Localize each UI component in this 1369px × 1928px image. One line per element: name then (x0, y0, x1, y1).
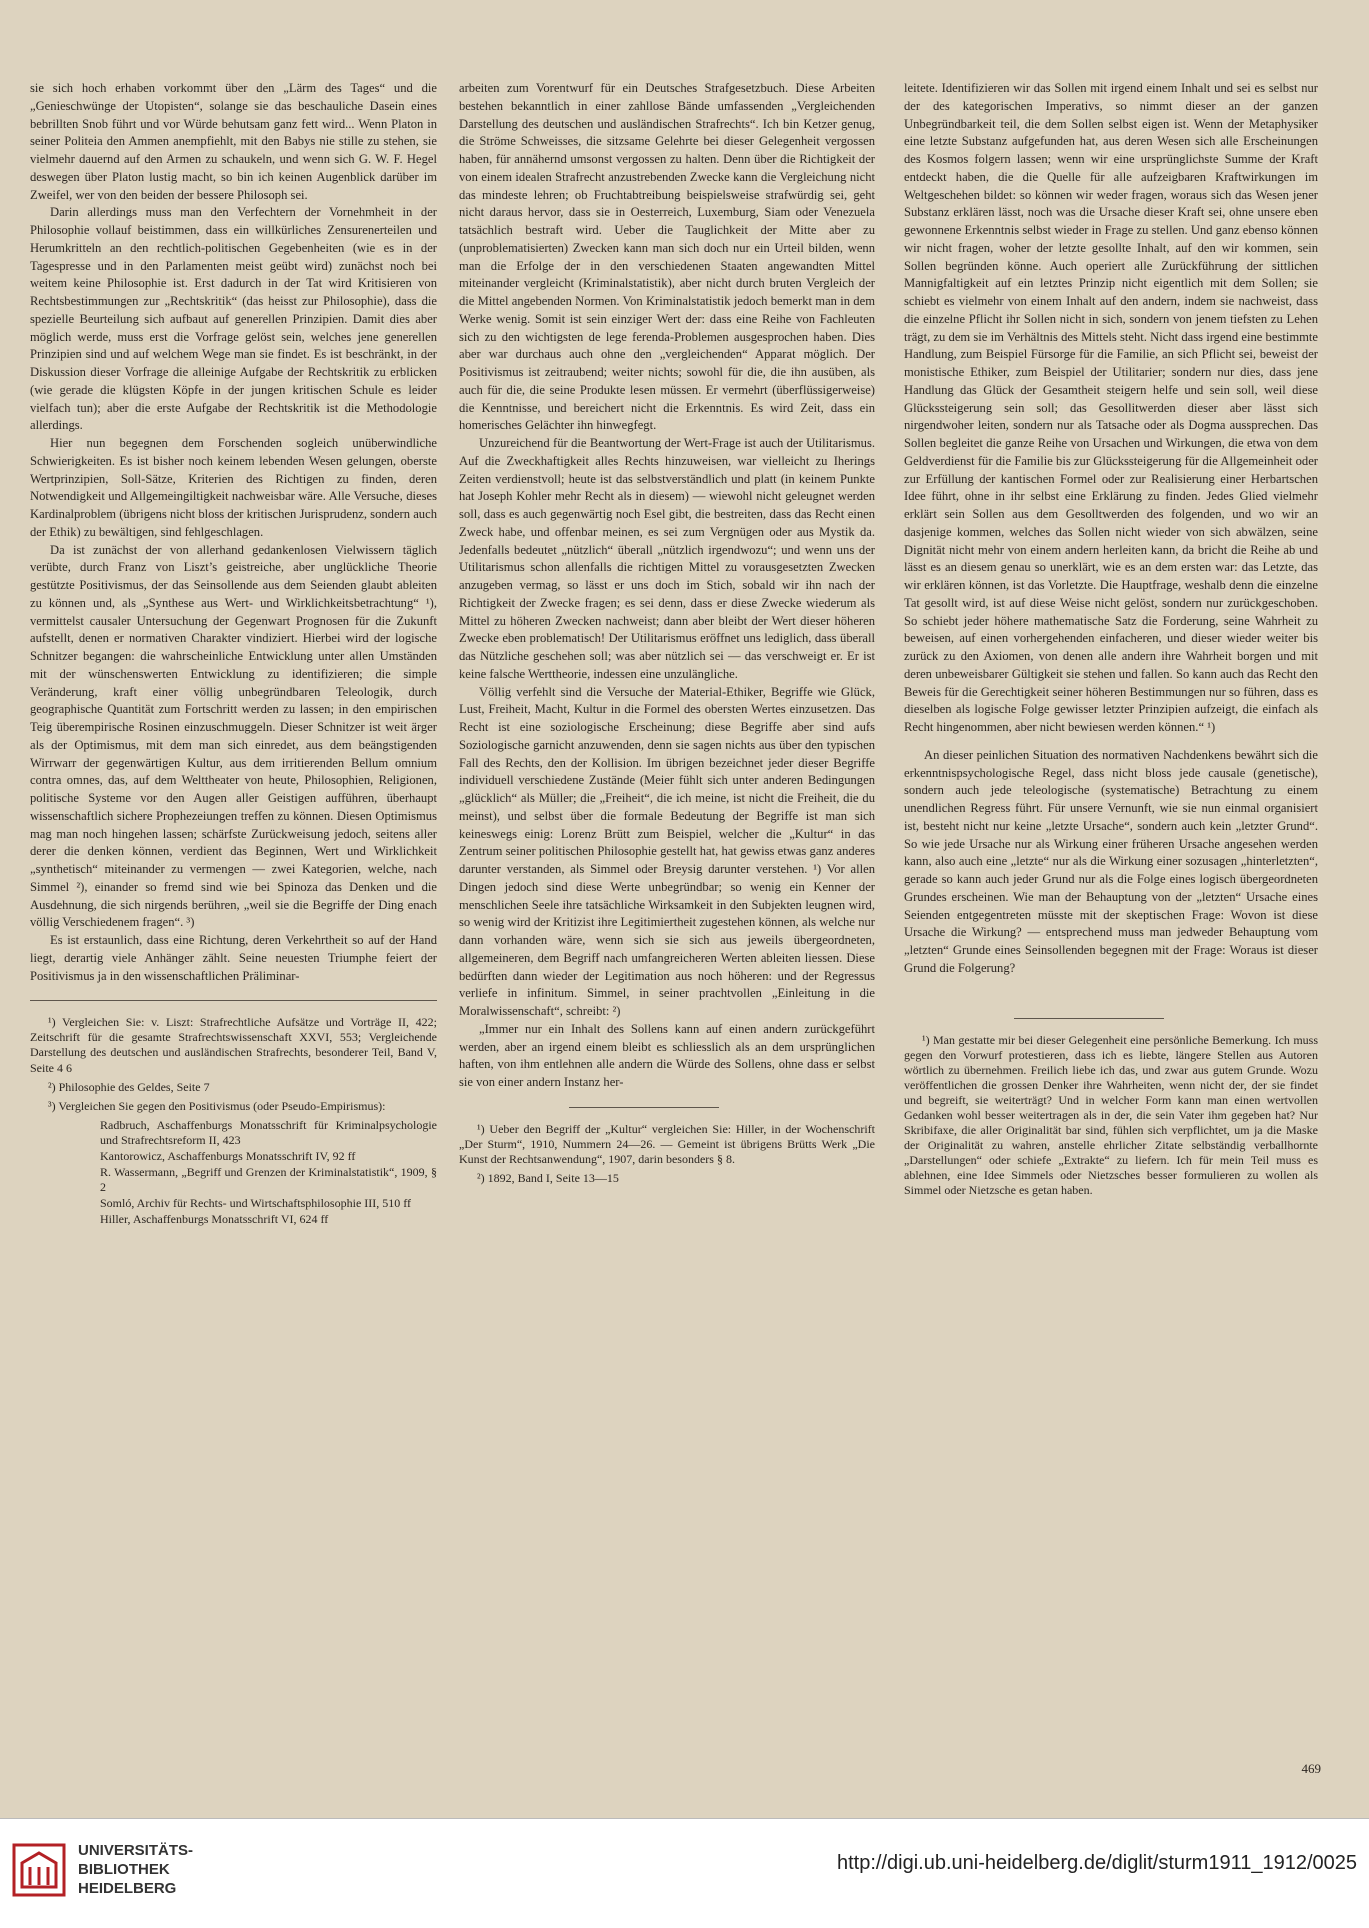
library-name-line: UNIVERSITÄTS- (78, 1842, 194, 1859)
footnote-reference: Radbruch, Aschaffenburgs Monatsschrift für Kriminalpsychologie und Strafrechtsreform II, 423 (100, 1117, 437, 1147)
paragraph: Da ist zunächst der von allerhand gedankenlosen Vielwissern täglich verübte, durch Franz von Liszt’s geistreiche, aber unglückliche Theorie gestützte Positivismus, der das Seinsollende aus dem Seienden glaubt ableiten zu können und, als „Synthese aus Wert- und Wirklichkeitsbetrachtung“ ¹), vermittelst causaler Untersuchung der Gegenwart Prognosen für die Zukunft aufstellt, denen er normativen Charakter vindiziert. Hierbei wird der logische Schnitzer begangen: die wahrscheinliche Entwicklung unter allen Umständen mit der wünschenswerten Entwicklung zu identifizieren; die simple Veränderung, kraft einer völlig unbegründbaren Teleologik, durch geographische Quantität zum Fortschritt werden zu lassen; in den empirischen Teig überempirische Rosinen einzuschmuggeln. Dieser Schnitzer ist weit ärger als der Optimismus, mit dem man sich einredet, aus dem beängstigenden Wirrwarr der gegenwärtigen Kultur, aus dem irritierenden Bellum omnium contra omnes, das, auf dem Welttheater von heute, Philosophien, Religionen, politische Systeme vor den Augen aller Geistigen aufführen, überhaupt wissenschaftlich sichere Prophezeiungen treffen zu können. Diesen Optimismus mag man noch hingehen lassen; schärfste Zurückweisung jedoch, seitens aller derer die denken können, verdient das Beginnen, Wert und Wirklichkeit „synthetisch“ miteinander zu vermengen — zwei Kategorien, welche, nach Simmel ²), einander so fremd sind wie bei Spinoza das Denken und die Ausdehnung, die sich nirgends berühren, „weil sie die Begriffe der Ding enach völlig Verschiedenem fragen“. ³) (30, 542, 437, 930)
footnote-reference: R. Wassermann, „Begriff und Grenzen der Kriminalstatistik“, 1909, § 2 (100, 1165, 437, 1195)
paragraph: Darin allerdings muss man den Verfechtern der Vornehmheit in der Philosophie vollauf beistimmen, dass ein willkürliches Zensurenerteilen und Herumkritteln an den rechtlich-politischen Gegebenheiten (wie es in der Tagespresse und in den Parlamenten meist geübt wird) zunächst noch bei weitem keine Philosophie ist. Erst dadurch in der Tat wird Kritisieren von Rechtsbestimmungen zur „Rechtskritik“ (das heisst zur Philosophie), dass die spezielle Beurteilung sich aufbaut auf generellen Prinzipien. Damit dies aber möglich werde, muss erst die Vorfrage gelöst sein, welches jene generellen Prinzipien sind und auf welchem Wege man sie findet. Es ist beschränkt, in der Diskussion dieser Vorfrage die alleinige Aufgabe der Rechtskritik zu erblicken (wie gerade die klügsten Köpfe in der jungen kritischen Schule es leider vielfach tun); aber die erste Aufgabe der Rechtskritik ist die Methodologie allerdings. (30, 205, 437, 433)
footnote-divider (1014, 1018, 1164, 1019)
paragraph: arbeiten zum Vorentwurf für ein Deutsches Strafgesetzbuch. Diese Arbeiten bestehen bekanntlich in einer zahllose Bände umfassenden „Vergleichenden Darstellung des deutschen und ausländischen Strafrechts“. Ich bin Ketzer genug, die Ströme Schweisses, die sitzsame Gelehrte bei dieser Gelegenheit vergossen haben, für annähernd umsonst vergossen zu halten. Denn über die Richtigkeit der von einem idealen Strafrecht anzustrebenden Zwecke kann die Vergleichung nicht das mindeste lehren; ob Fruchtabtreibung beispielsweise strafwürdig sei, geht nicht daraus hervor, dass sie in Oesterreich, Luxemburg, Siam oder Venezuela tatsächlich bestraft wird. Ueber die Tauglichkeit der Mitte aber zu (unproblematisierten) Zwecken kann man sich doch nur ein Urteil bilden, wenn man die Erfolge der in den verschiedenen Staaten angewandten Mittel miteinander vergleicht (Kriminalstatistik), aber nicht durch bruten Vergleich der die Mittel angebenden Normen. Von Kriminalstatistik jedoch bemerkt man in dem Werke wenig. Somit ist sein einziger Wert der: dass eine Reihe von Fachleuten sich zu den wichtigsten de lege ferenda-Problemen ausgesprochen haben. Dies aber war durchaus auch ohne den „vergleichenden“ Apparat möglich. Der Positivismus ist zeitraubend; weiter nichts; sowohl für die, die ihn ausüben, als auch für die, die seine Produkte lesen müssen. Er vermehrt (überflüssigerweise) die Kenntnisse, und bereichert nicht die Erkenntnis. Es wird Zeit, dass ein homerisches Gelächter ihn hinwegfegt. (459, 81, 875, 433)
paragraph: Unzureichend für die Beantwortung der Wert-Frage ist auch der Utilitarismus. Auf die Zweckhaftigkeit alles Rechts hinzuweisen, war vielleicht zu Iherings Zeiten verdienstvoll; heute ist das selbstverständlich und platt (in keinem Punkte hat Joseph Kohler mehr Recht als in diesem) — wiewohl nicht geleugnet werden soll, dass es auch gegenwärtig noch Esel gibt, die bestreiten, dass das Recht einen Zweck habe, und offenbar meinen, es sei zum Vergnügen oder aus Mystik da. Jedenfalls bedeutet „nützlich“ überall „nützlich irgendwozu“; und wenn uns der Utilitarismus schon allenfalls die richtigen Mittel zu vorausgesetzten Zwecken anzugeben vermag, so lässt er uns doch im Stich, sobald wir ihn nach der Richtigkeit der Zwecke fragen; es sei denn, dass er diese Zwecke wiederum als Mittel zu höheren Zwecken nachweist; dann aber bleibt der Wert dieser höheren Zwecke eben problematisch! Der Utilitarismus eröffnet uns lediglich, dass überall das Nützliche geschehen soll; was aber nützlich sei — das verschweigt er. Er ist keine falsche Werttheorie, indessen eine unzulängliche. (459, 436, 875, 681)
footnotes-middle (459, 1122, 875, 1186)
footnote: ¹) Man gestatte mir bei dieser Gelegenheit eine persönliche Bemerkung. Ich muss gegen den Vorwurf protestieren, dass ich es liebte, längere Stellen aus Autoren wörtlich zu übernehmen. Freilich liebe ich das, und zwar aus gutem Grunde. Wozu veröffentlichen die grossen Denker ihre Wahrheiten, wenn nicht der, der sie findet und begreift, sie weiterträgt? Und in welcher Form kann man einen wertvollen Gedanken wohl besser weitertragen als in der, die sein Vater ihm gegeben hat? Nur Skribifaxe, die aller Originalität bar sind, fühlen sich verpflichtet, um ja die Maske der Originalität zu wahren, anstelle ehrlicher Zitate selbständig verballhornte „Darstellungen“ oder schiefe „Extrakte“ zu liefern. Ich für mein Teil muss es ablehnen, eine Idee Simmels oder Nietzsches besser formulieren zu wollen als Simmel oder Nietzsche es getan haben. (904, 1032, 1318, 1198)
footnote: ¹) Vergleichen Sie: v. Liszt: Strafrechtliche Aufsätze und Vorträge II, 422; Zeitschrift für die gesamte Strafrechtswissenschaft XXVI, 553; Vergleichende Darstellung des deutschen und ausländischen Strafrechts, besonderer Teil, Band V, Seite 4 6 (30, 1015, 437, 1075)
text-column-middle (459, 80, 875, 1190)
text-column-right (904, 80, 1318, 1203)
paragraph: Völlig verfehlt sind die Versuche der Material-Ethiker, Begriffe wie Glück, Lust, Freiheit, Macht, Kultur in die Formel des obersten Wertes einzusetzen. Das Recht ist eine soziologische Erscheinung; diese Begriffe aber sind aufs Soziologische garnicht anzuwenden, denn sie sagen nichts aus über den typischen Fall des Rechts, den der Kollision. Im übrigen bezeichnet jeder dieser Begriffe individuell verschiedene Zustände (Meier fühlt sich unter anderen Bedingungen „glücklich“ als Müller; die „Freiheit“, die ich meine, ist nicht die Freiheit, die du meinst), und selbst über die formale Bedeutung der Begriffe ist man sich keineswegs einig: Lorenz Brütt zum Beispiel, welcher die „Kultur“ in das Zentrum seiner politischen Philosophie gestellt hat, hat gewiss etwas ganz anderes darunter verstanden, als Simmel oder Breysig darunter verstehen. ¹) Vor allen Dingen jedoch sind diese Werte unbegründbar; so wenig ein Kenner der menschlichen Seele ihre tatsächliche Wirksamkeit in den Subjekten leugnen wird, so wenig wird der Kritizist ihre Legitimiertheit zugestehen können, als welche nur dann vorhanden wäre, wenn sich sie sich aus jeweils übergeordneten, allgemeineren, dem Begriff nach umfangreicheren Werten ableiten liessen. Diese bedürften dann wieder der Legitimation aus noch höheren: und der Regressus verliefe in infinitum. Simmel, in seiner prachtvollen „Einleitung in die Moralwissenschaft“, schreibt: ²) (459, 684, 875, 1018)
digitization-footer (0, 1818, 1369, 1928)
footnote: ²) Philosophie des Geldes, Seite 7 (48, 1079, 210, 1094)
footnote-divider (569, 1107, 719, 1108)
footnote-reference: Somló, Archiv für Rechts- und Wirtschaftsphilosophie III, 510 ff (100, 1196, 412, 1211)
university-library-logo-icon (10, 1841, 68, 1899)
paragraph: Hier nun begegnen dem Forschenden sogleich unüberwindliche Schwierigkeiten. Es ist bisher noch keinem lebenden Wesen gelungen, oberste Wertprinzipien, Soll-Sätze, Kriterien des Richtigen zu finden, deren Notwendigkeit und Allgemeingiltigkeit nachweisbar wäre. Alle Versuche, dieses Kardinalproblem (übrigens nicht bloss der kritischen Jurisprudenz, sondern auch der Ethik) zu bewältigen, sind fehlgeschlagen. (30, 436, 437, 539)
library-name-line: BIBLIOTHEK (78, 1861, 170, 1878)
paragraph: sie sich hoch erhaben vorkommt über den „Lärm des Tages“ und die „Genieschwünge der Utopisten“, solange sie das beschauliche Dasein eines bebrillten Snob führt und vor Würde behutsam ganz fett wird... Wenn Platon in seiner Politeia den Ammen anempfiehlt, mit den Babys nie stille zu stehen, sie vielmehr dauernd auf den Armen zu schaukeln, und wenn sich G. W. F. Hegel deswegen über Platon lustig macht, so bin ich keinen Augenblick darüber im Zweifel, wer von den beiden der bessere Philosoph sei. (30, 81, 437, 202)
footnotes-right (904, 1033, 1318, 1199)
footnote-divider (30, 1000, 437, 1001)
paragraph: Es ist erstaunlich, dass eine Richtung, deren Verkehrtheit so auf der Hand liegt, derartig viele Anhänger zählt. Seine neuesten Triumphe feiert der Positivismus ja in den wissenschaftlichen Präliminar- (30, 933, 437, 983)
paragraph: An dieser peinlichen Situation des normativen Nachdenkens bewährt sich die erkenntnispsychologische Regel, dass nicht bloss jede causale (genetische), sondern auch jede teleologische (systematische) Betrachtung zu einem unendlichen Regress führt. Für unsere Vernunft, wie sie nun einmal organisiert ist, besteht nicht nur keine „letzte Ursache“, sondern auch kein „letzter Grund“. So wie jede Ursache nur als Wirkung einer früheren Ursache angesehen werden kann, also auch eine „letzte“ nur als die Wirkung einer sozusagen „hinterletzten“, gerade so kann auch jeder Grund nur als die Folge eines logisch übergeordneten Grundes erscheinen. Wie man der Behauptung von der „letzten“ Ursache eines Seienden entgegentreten müsste mit der skeptischen Frage: Wovon ist diese Ursache die Wirkung? — entsprechend muss man jedweder Behauptung vom „letzten“ Grunde eines Seinsollenden begegnen mit der Frage: Woraus ist dieser Grund die Folgerung? (904, 747, 1318, 975)
footnote: ²) 1892, Band I, Seite 13—15 (477, 1171, 619, 1186)
library-name-line: HEIDELBERG (78, 1880, 177, 1897)
footnote: ³) Vergleichen Sie gegen den Positivismus (oder Pseudo-Empirismus): (48, 1098, 386, 1113)
text-column-left (30, 80, 437, 1228)
library-name (78, 1841, 258, 1898)
footnote-reference: Kantorowicz, Aschaffenburgs Monatsschrift IV, 92 ff (100, 1149, 356, 1163)
page-number: 469 (1301, 1761, 1321, 1776)
quotation: leitete. Identifizieren wir das Sollen mit irgend einem Inhalt und sei es selbst nur der des kategorischen Imperativs, so nimmt dieser an der ganzen Unbegründbarkeit teil, die dem Sollen selbst eigen ist. Wenn der Metaphysiker eine letzte Substanz aufgefunden hat, aus deren Wesen sich alle Erscheinungen des Kosmos folgern lassen; wenn wir eine ursprünglichste Summe der Kraft entdeckt haben, die die Quelle für alle aufzeigbaren Kraftwirkungen im Weltgeschehen bildet: so können wir weder fragen, woraus sich das Wesen jener Substanz erklären lässt, noch was die Ursache dieser Kraft sei, ohne unsere eben gewonnene Erkenntnis selbst wieder in Frage zu stellen. Und ganz ebenso können wir nicht fragen, woher der letzte gesollte Inhalt, auf den wir kommen, sein Sollen begründen könne. Auch operiert alle Zurückführung der sittlichen Mannigfaltigkeit auf ein letztes Prinzip nicht eigentlich mit dem Sollen; sie schiebt es vielmehr von einem Inhalt auf den andern, indem sie nachweist, dass die einzelne Pflicht ihr Sollen nicht in sich, sondern von jenem tiefsten zu Lehen trägt, zu dem sie im Verhältnis des Mittels steht. Nicht dass irgend eine bestimmte Handlung, zum Beispiel Fürsorge für die Familie, an sich Pflicht sei, beweist der monistische Ethiker, zum Beispiel der Utilitarier; sondern nur dies, dass jene Handlung das Glück der Gesamtheit steigern helfe und sein soll, weil diese Glückssteigerung sein soll; das Gesollitwerden dieser aber lässt sich nirgendwoher leiten, sondern nur als Tatsache oder als Dogma aussprechen. Das Sollen begleitet die ganze Reihe von Ursachen und Wirkungen, die etwa von dem Geldverdienst für die Familie bis zur Glückssteigerung für die Allgemeinheit oder zur Erfüllung der kantischen Formel oder zur Realisierung einer Herbartschen Idee führt, ohne in ihr selbst eine Erklärung zu finden. Jedes Glied vielmehr erklärt sein Sollen aus dem Gesolltwerden des folgenden, und wo wir an dasjenige kommen, welches das Sollen nicht wieder von sich abwälzen, seine Dignität nicht mehr von einem andern herleiten kann, da bricht die Reihe ab und lässt es an diesem genau so unerklärt, wie es an dem ersten war: das Letzte, das wir erklären können, ist das Vorletzte. Die Hauptfrage, weshalb denn die einzelne Tat gesollt wird, ist auf diese Weise nicht gelöst, sondern nur zurückgeschoben. So schiebt jeder höhere mathematische Satz die Forderung, seine Wahrheit zu beweisen, auf einen vorhergehenden einfacheren, und dieser wieder weiter bis zurück zu den Axiomen, von denen alle andern ihre Wahrheit borgen und mit deren unbeweisbarer Gültigkeit sie stehen und fallen. So kann auch das Recht den Beweis für die Gerechtigkeit seiner höheren Bestimmungen nur so führen, dass es dieselben als logische Folge gewisser letzter Prinzipien aufzeigt, die einfach als Recht hingenommen, aber nicht bewiesen werden können.“ ¹) (904, 81, 1318, 734)
footnote-reference: Hiller, Aschaffenburgs Monatsschrift VI, 624 ff (100, 1212, 329, 1227)
footnotes-left (30, 1015, 437, 1227)
quotation: „Immer nur ein Inhalt des Sollens kann auf einen andern zurückgeführt werden, aber an irgend einem bleibt es schliesslich als an dem ursprünglichen haften, von ihm entlehnen alle andern die Würde des Sollens, ohne dass er selbst sie von einer andern Instanz her- (459, 1021, 875, 1089)
permalink-url[interactable]: http://digi.ub.uni-heidelberg.de/diglit/sturm1911_1912/0025 (837, 1852, 1357, 1874)
footnote: ¹) Ueber den Begriff der „Kultur“ vergleichen Sie: Hiller, in der Wochenschrift „Der Sturm“, 1910, Nummern 24—26. — Gemeint ist übrigens Brütts Werk „Die Kunst der Rechtsanwendung“, 1907, darin besonders § 8. (459, 1121, 875, 1166)
